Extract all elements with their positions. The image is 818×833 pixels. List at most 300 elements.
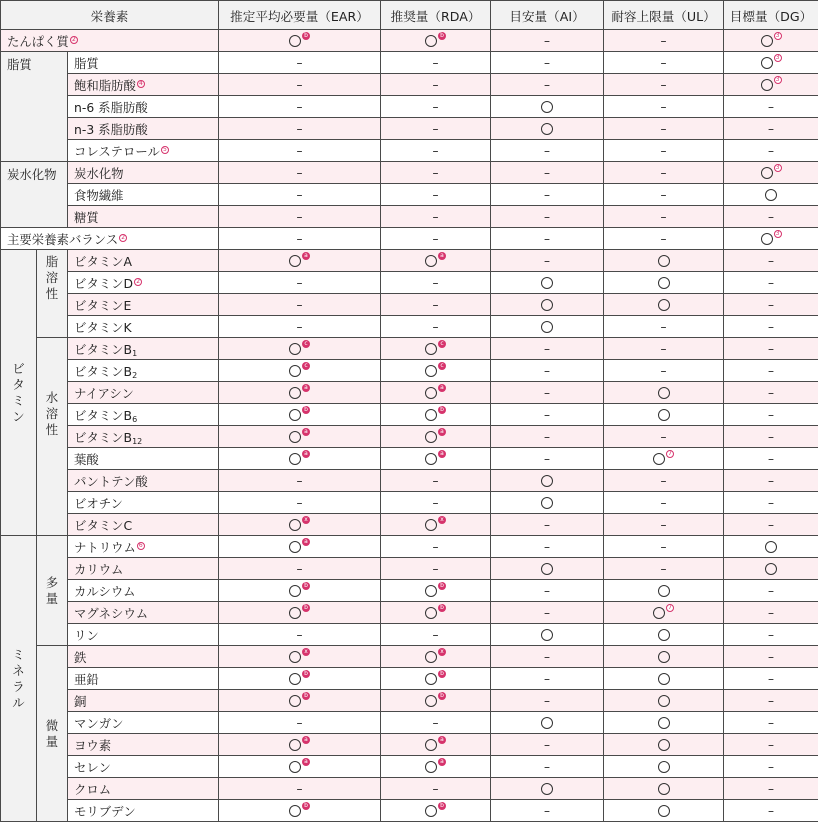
nutrient-name: 食物繊維	[74, 187, 124, 203]
cell-ear-dash: –	[296, 495, 303, 510]
nutrient-cell	[68, 184, 219, 206]
table-row	[1, 712, 818, 734]
nutrient-name: ビタミンB	[74, 341, 133, 357]
cell-ai-circle-icon	[541, 123, 553, 135]
cell-ear-circle-icon	[289, 343, 301, 355]
cell-ai-dash: –	[544, 671, 551, 686]
cell-ul	[604, 800, 724, 822]
nutrient-name: 銅	[74, 693, 87, 709]
cell-rda	[381, 162, 491, 184]
cell-dg	[724, 382, 818, 404]
cell-ai-circle-icon	[541, 497, 553, 509]
nutrient-cell	[68, 756, 219, 778]
cell-ul-circle-icon	[658, 277, 670, 289]
cell-rda-marker: b	[438, 692, 446, 700]
sub-water-soluble-label: 水溶性	[45, 390, 59, 437]
cell-rda-circle-icon	[425, 255, 437, 267]
cell-ear	[219, 382, 381, 404]
cell-rda-dash: –	[432, 495, 439, 510]
cell-rda	[381, 492, 491, 514]
nutrient-cell	[68, 382, 219, 404]
nutrient-cell	[68, 162, 219, 184]
cell-ai	[491, 250, 604, 272]
cell-ear	[219, 470, 381, 492]
cell-dg	[724, 30, 818, 52]
cell-ul	[604, 250, 724, 272]
cell-ai-dash: –	[544, 693, 551, 708]
cell-ai	[491, 712, 604, 734]
cell-ul-dash: –	[660, 99, 667, 114]
cell-ul	[604, 52, 724, 74]
cell-ai-dash: –	[544, 517, 551, 532]
cell-rda	[381, 580, 491, 602]
table-row	[1, 118, 818, 140]
cell-rda-marker: x	[438, 648, 446, 656]
cell-ear-circle-icon	[289, 761, 301, 773]
cell-ai	[491, 514, 604, 536]
cell-ai	[491, 734, 604, 756]
cell-ai	[491, 228, 604, 250]
cell-ul	[604, 294, 724, 316]
cell-dg-marker: 3	[774, 164, 782, 172]
cell-ear-dash: –	[296, 715, 303, 730]
cell-ear-dash: –	[296, 319, 303, 334]
table-row	[1, 382, 818, 404]
cell-ul	[604, 602, 724, 624]
cell-ul-circle-icon	[658, 651, 670, 663]
table-row	[1, 536, 818, 558]
cell-rda-dash: –	[432, 275, 439, 290]
nutrient-name: n-6 系脂肪酸	[74, 99, 148, 115]
cell-rda	[381, 382, 491, 404]
cell-dg	[724, 470, 818, 492]
cell-ai-dash: –	[544, 341, 551, 356]
table-row	[1, 624, 818, 646]
cell-dg-dash: –	[768, 363, 775, 378]
cell-ai-circle-icon	[541, 101, 553, 113]
cell-ear-marker: b	[302, 406, 310, 414]
cell-dg-marker: 3	[774, 54, 782, 62]
cell-dg	[724, 74, 818, 96]
cell-rda-circle-icon	[425, 409, 437, 421]
cell-ear-marker: a	[302, 450, 310, 458]
cell-rda-circle-icon	[425, 607, 437, 619]
cell-rda-dash: –	[432, 231, 439, 246]
cell-ear-dash: –	[296, 231, 303, 246]
cell-dg	[724, 338, 818, 360]
cell-rda-circle-icon	[425, 431, 437, 443]
cell-ear-marker: x	[302, 648, 310, 656]
cell-dg-dash: –	[768, 209, 775, 224]
nutrient-cell	[68, 536, 219, 558]
cell-ai	[491, 206, 604, 228]
cell-ear	[219, 580, 381, 602]
cell-rda	[381, 404, 491, 426]
cell-dg-dash: –	[768, 627, 775, 642]
footnote-marker: 2	[70, 36, 78, 44]
cell-ul	[604, 712, 724, 734]
cell-ear	[219, 536, 381, 558]
cell-ul-dash: –	[660, 209, 667, 224]
cell-rda-marker: a	[438, 758, 446, 766]
cell-dg	[724, 536, 818, 558]
cell-ear-dash: –	[296, 187, 303, 202]
cell-ul-dash: –	[660, 473, 667, 488]
cell-ear	[219, 30, 381, 52]
cell-ul-circle-icon	[658, 805, 670, 817]
cell-dg	[724, 448, 818, 470]
cell-dg	[724, 646, 818, 668]
nutrient-name: パントテン酸	[74, 473, 148, 489]
cell-ear-marker: c	[302, 340, 310, 348]
cell-dg	[724, 206, 818, 228]
cell-ai-dash: –	[544, 253, 551, 268]
cell-dg-dash: –	[768, 759, 775, 774]
cell-ai-circle-icon	[541, 475, 553, 487]
cell-ear	[219, 448, 381, 470]
cell-ai-circle-icon	[541, 299, 553, 311]
cell-dg-dash: –	[768, 715, 775, 730]
nutrient-name: 亜鉛	[74, 671, 99, 687]
table-row	[1, 272, 818, 294]
nutrient-cell	[68, 712, 219, 734]
cell-dg-marker: 3	[774, 76, 782, 84]
sub-water-soluble	[37, 338, 68, 536]
cell-ai-circle-icon	[541, 277, 553, 289]
cell-rda-marker: a	[438, 428, 446, 436]
cell-dg-dash: –	[768, 275, 775, 290]
cell-dg-dash: –	[768, 253, 775, 268]
nutrient-name: 葉酸	[74, 451, 99, 467]
nutrient-subscript: 6	[132, 414, 138, 424]
cell-ear-marker: c	[302, 362, 310, 370]
cell-ear	[219, 404, 381, 426]
cell-rda-dash: –	[432, 297, 439, 312]
cell-ear-dash: –	[296, 297, 303, 312]
cell-ul	[604, 228, 724, 250]
nutrient-cell	[68, 426, 219, 448]
cell-dg	[724, 514, 818, 536]
cell-dg	[724, 778, 818, 800]
nutrient-name: ビタミンB	[74, 429, 133, 445]
nutrient-name: ビタミンD	[74, 275, 134, 291]
cell-dg-dash: –	[768, 319, 775, 334]
nutrient-cell	[68, 74, 219, 96]
cell-ul-circle-icon	[658, 673, 670, 685]
cell-ul	[604, 470, 724, 492]
cell-ai-dash: –	[544, 165, 551, 180]
cell-ai	[491, 778, 604, 800]
cell-ai-circle-icon	[541, 717, 553, 729]
cell-dg	[724, 316, 818, 338]
table-row	[1, 316, 818, 338]
cell-ai	[491, 404, 604, 426]
cell-rda	[381, 118, 491, 140]
table-row	[1, 360, 818, 382]
cell-ul	[604, 580, 724, 602]
nutrient-name: 糖質	[74, 209, 99, 225]
cell-rda-circle-icon	[425, 805, 437, 817]
nutrient-name: 主要栄養素バランス	[7, 231, 119, 247]
cell-rda-marker: c	[438, 362, 446, 370]
cell-dg-dash: –	[768, 495, 775, 510]
cell-ear-circle-icon	[289, 541, 301, 553]
cell-ai	[491, 668, 604, 690]
table-row	[1, 448, 818, 470]
cell-dg	[724, 492, 818, 514]
cell-ear	[219, 734, 381, 756]
nutrient-name: ビタミンE	[74, 297, 132, 313]
cell-ai-dash: –	[544, 231, 551, 246]
sub-major-label: 多量	[45, 574, 59, 606]
sub-trace	[37, 646, 68, 822]
header-ear: 推定平均必要量（EAR）	[219, 1, 381, 30]
cell-ul	[604, 492, 724, 514]
cell-ear-circle-icon	[289, 519, 301, 531]
cell-ear	[219, 712, 381, 734]
table-row	[1, 580, 818, 602]
header-rda: 推奨量（RDA）	[381, 1, 491, 30]
cell-ul	[604, 272, 724, 294]
table-row	[1, 52, 818, 74]
cell-rda-circle-icon	[425, 651, 437, 663]
cell-ai-dash: –	[544, 363, 551, 378]
cell-ear-circle-icon	[289, 695, 301, 707]
cell-rda-circle-icon	[425, 761, 437, 773]
cell-ai-dash: –	[544, 583, 551, 598]
table-row	[1, 96, 818, 118]
footnote-marker: 2	[134, 278, 142, 286]
cell-ear-marker: b	[302, 582, 310, 590]
table-row	[1, 690, 818, 712]
table-row	[1, 184, 818, 206]
cell-ear-dash: –	[296, 209, 303, 224]
cell-rda	[381, 646, 491, 668]
nutrient-name: 脂質	[74, 55, 99, 71]
cell-ai-circle-icon	[541, 783, 553, 795]
header-ai: 目安量（AI）	[491, 1, 604, 30]
nutrient-cell	[68, 668, 219, 690]
cell-dg	[724, 272, 818, 294]
nutrient-name: ビタミンB	[74, 407, 133, 423]
cell-rda	[381, 30, 491, 52]
nutrient-subscript: 12	[132, 436, 143, 446]
cell-dg	[724, 184, 818, 206]
cell-ai-dash: –	[544, 143, 551, 158]
nutrient-cell	[68, 624, 219, 646]
cell-ear	[219, 360, 381, 382]
header-ul: 耐容上限量（UL）	[604, 1, 724, 30]
cell-ear-circle-icon	[289, 453, 301, 465]
nutrient-name: ナトリウム	[74, 539, 136, 555]
cell-ai-dash: –	[544, 803, 551, 818]
group-mineral	[1, 536, 37, 822]
cell-ai	[491, 96, 604, 118]
cell-dg-dash: –	[768, 737, 775, 752]
cell-ul-circle-icon	[653, 453, 665, 465]
cell-ai-dash: –	[544, 451, 551, 466]
nutrient-cell	[68, 52, 219, 74]
cell-ul	[604, 646, 724, 668]
cell-rda-marker: b	[438, 406, 446, 414]
cell-ear	[219, 756, 381, 778]
cell-ai-dash: –	[544, 385, 551, 400]
group-carb: 炭水化物	[1, 162, 68, 228]
cell-dg-dash: –	[768, 385, 775, 400]
cell-ul-dash: –	[660, 561, 667, 576]
cell-ear-circle-icon	[289, 585, 301, 597]
cell-ul-marker: 7	[666, 450, 674, 458]
cell-ul-dash: –	[660, 121, 667, 136]
cell-rda	[381, 140, 491, 162]
cell-ai	[491, 162, 604, 184]
cell-ear	[219, 778, 381, 800]
cell-dg-circle-icon	[761, 167, 773, 179]
cell-rda-marker: b	[438, 670, 446, 678]
nutrient-name: ビタミンC	[74, 517, 133, 533]
cell-ul	[604, 140, 724, 162]
cell-rda-marker: c	[438, 340, 446, 348]
cell-rda	[381, 74, 491, 96]
nutrient-name: モリブデン	[74, 803, 136, 819]
cell-dg	[724, 756, 818, 778]
cell-ear-dash: –	[296, 275, 303, 290]
cell-rda	[381, 624, 491, 646]
cell-rda	[381, 558, 491, 580]
cell-ul-dash: –	[660, 165, 667, 180]
cell-ear-marker: a	[302, 252, 310, 260]
cell-rda-dash: –	[432, 319, 439, 334]
cell-ear	[219, 558, 381, 580]
group-mineral-label: ミネラル	[12, 646, 25, 710]
cell-ear-marker: b	[302, 670, 310, 678]
cell-ear-dash: –	[296, 99, 303, 114]
cell-ai	[491, 536, 604, 558]
table-row	[1, 426, 818, 448]
cell-ul	[604, 734, 724, 756]
cell-rda	[381, 800, 491, 822]
cell-dg-dash: –	[768, 473, 775, 488]
cell-rda-circle-icon	[425, 739, 437, 751]
cell-ear	[219, 316, 381, 338]
header-nutrient: 栄養素	[1, 1, 219, 30]
cell-ear-dash: –	[296, 121, 303, 136]
cell-dg-circle-icon	[765, 541, 777, 553]
cell-ul-circle-icon	[658, 739, 670, 751]
cell-ear	[219, 272, 381, 294]
nutrient-cell	[68, 800, 219, 822]
cell-ul	[604, 360, 724, 382]
cell-dg	[724, 360, 818, 382]
cell-ul-dash: –	[660, 341, 667, 356]
table-row	[1, 668, 818, 690]
row-label-protein	[1, 30, 219, 52]
nutrient-name: クロム	[74, 781, 112, 797]
cell-ai	[491, 272, 604, 294]
cell-ai	[491, 382, 604, 404]
cell-ul-circle-icon	[658, 629, 670, 641]
cell-rda-dash: –	[432, 143, 439, 158]
cell-rda	[381, 316, 491, 338]
cell-ear	[219, 624, 381, 646]
cell-dg-circle-icon	[761, 79, 773, 91]
cell-ear-marker: a	[302, 736, 310, 744]
cell-rda	[381, 338, 491, 360]
cell-ul	[604, 668, 724, 690]
table-row	[1, 558, 818, 580]
footnote-marker: 2	[119, 234, 127, 242]
cell-dg-dash: –	[768, 693, 775, 708]
cell-ear-dash: –	[296, 561, 303, 576]
cell-rda-dash: –	[432, 99, 439, 114]
cell-dg	[724, 580, 818, 602]
cell-rda-circle-icon	[425, 343, 437, 355]
cell-ul	[604, 74, 724, 96]
table-row	[1, 140, 818, 162]
cell-ul-marker: 7	[666, 604, 674, 612]
cell-ear-marker: a	[302, 538, 310, 546]
nutrient-cell	[68, 734, 219, 756]
cell-ai-dash: –	[544, 407, 551, 422]
cell-ear-marker: b	[302, 604, 310, 612]
cell-rda-circle-icon	[425, 673, 437, 685]
cell-ai	[491, 316, 604, 338]
cell-dg-dash: –	[768, 517, 775, 532]
cell-ear-circle-icon	[289, 607, 301, 619]
cell-rda	[381, 448, 491, 470]
nutrient-cell	[68, 690, 219, 712]
cell-ai	[491, 492, 604, 514]
cell-ear-dash: –	[296, 55, 303, 70]
cell-rda	[381, 514, 491, 536]
nutrient-name: 炭水化物	[74, 165, 124, 181]
cell-ul-dash: –	[660, 429, 667, 444]
cell-ear-dash: –	[296, 627, 303, 642]
table-row	[1, 30, 818, 52]
cell-rda-dash: –	[432, 187, 439, 202]
cell-ear	[219, 294, 381, 316]
header-row	[1, 1, 818, 30]
cell-ai-circle-icon	[541, 321, 553, 333]
cell-ear-circle-icon	[289, 739, 301, 751]
cell-dg-dash: –	[768, 429, 775, 444]
footnote-marker: 4	[137, 80, 145, 88]
cell-dg-dash: –	[768, 121, 775, 136]
cell-rda-marker: a	[438, 450, 446, 458]
cell-dg	[724, 602, 818, 624]
cell-ul	[604, 206, 724, 228]
cell-ear-dash: –	[296, 165, 303, 180]
cell-rda	[381, 250, 491, 272]
cell-ul	[604, 338, 724, 360]
cell-ear	[219, 162, 381, 184]
cell-ear	[219, 668, 381, 690]
cell-ul-dash: –	[660, 187, 667, 202]
cell-rda-circle-icon	[425, 695, 437, 707]
cell-ear	[219, 492, 381, 514]
table-row	[1, 294, 818, 316]
sub-fat-soluble	[37, 250, 68, 338]
cell-dg-dash: –	[768, 605, 775, 620]
cell-dg	[724, 426, 818, 448]
nutrient-cell	[68, 514, 219, 536]
cell-ai	[491, 118, 604, 140]
cell-ul	[604, 756, 724, 778]
cell-ai	[491, 756, 604, 778]
cell-rda	[381, 602, 491, 624]
cell-dg	[724, 712, 818, 734]
cell-rda-circle-icon	[425, 35, 437, 47]
